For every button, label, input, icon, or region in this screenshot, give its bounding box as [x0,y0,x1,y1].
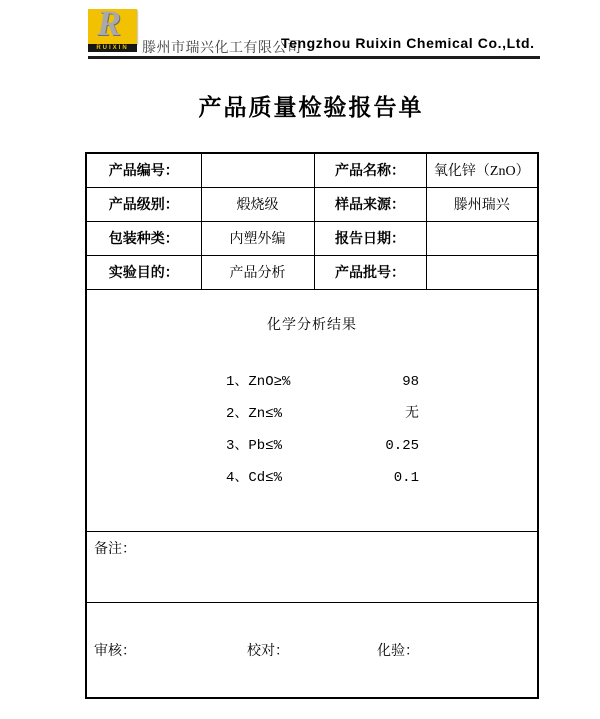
product-grade-label: 产品级别： [86,187,201,221]
sample-source-value: 滕州瑞兴 [426,187,538,221]
analysis-title: 化学分析结果 [267,317,357,333]
packaging-type-label: 包装种类： [86,221,201,255]
analysis-item-value: 98 [402,373,419,390]
packaging-type-value: 内塑外编 [201,221,314,255]
info-row-1 [86,153,538,187]
remarks-label: 备注： [94,541,136,557]
sample-source-label: 样品来源： [314,187,426,221]
logo-brand-text: RUIXIN [88,44,137,52]
info-row-3 [86,221,538,255]
analysis-item-label: 2、Zn≤% [226,405,283,422]
report-table [85,152,539,699]
signoff-test-label: 化验： [377,643,419,659]
report-date-value [426,221,538,255]
analysis-item-label: 1、ZnO≥% [226,373,291,390]
analysis-item-pb [87,430,537,462]
product-name-value: 氧化锌（ZnO） [426,153,538,187]
analysis-item-value: 0.25 [385,437,419,454]
test-purpose-value: 产品分析 [201,255,314,289]
signoff-section [86,602,538,698]
company-name-cn: 滕州市瑞兴化工有限公司 [142,41,302,56]
analysis-item-zno [87,366,537,398]
analysis-item-label: 4、Cd≤% [226,469,283,486]
analysis-list [87,366,537,494]
remarks-row [86,531,538,602]
analysis-section [86,289,538,531]
analysis-item-label: 3、Pb≤% [226,437,283,454]
analysis-item-cd [87,462,537,494]
info-row-2 [86,187,538,221]
signoff-review-label: 审核： [94,643,136,659]
batch-number-value [426,255,538,289]
signoff-row [86,602,538,698]
product-number-label: 产品编号： [86,153,201,187]
ruixin-logo [88,9,137,52]
analysis-item-zn [87,398,537,430]
product-name-label: 产品名称： [314,153,426,187]
product-number-value [201,153,314,187]
analysis-row [86,289,538,531]
signoff-proofread-label: 校对： [247,643,289,659]
batch-number-label: 产品批号： [314,255,426,289]
report-date-label: 报告日期： [314,221,426,255]
logo-r-mark: R [97,9,122,43]
document-title: 产品质量检验报告单 [198,94,424,120]
remarks-section [86,531,538,602]
analysis-item-value: 无 [405,405,419,422]
header-divider [88,56,540,59]
logo-square [88,9,137,44]
analysis-item-value: 0.1 [393,469,419,486]
product-grade-value: 煅烧级 [201,187,314,221]
company-name-en: Tengzhou Ruixin Chemical Co.,Ltd. [281,35,535,51]
info-row-4 [86,255,538,289]
test-purpose-label: 实验目的： [86,255,201,289]
